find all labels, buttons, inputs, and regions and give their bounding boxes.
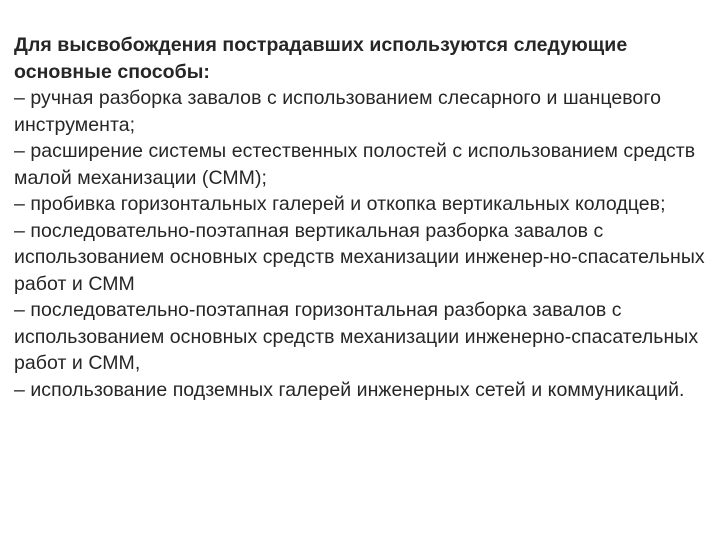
list-item-cavity-expansion: – расширение системы естественных полостей с использованием средств малой механизации (СММ); bbox=[14, 140, 696, 189]
text-block bbox=[14, 32, 714, 403]
list-item-manual-clearing: – ручная разборка завалов с использованием слесарного и шанцевого инструмента; bbox=[14, 87, 661, 136]
list-item-horizontal-clearing: – последовательно-поэтапная горизонтальная разборка завалов с использованием основных средств механизации инженерно-спасательных работ и СММ, bbox=[14, 299, 699, 374]
list-item-gallery-drilling: – пробивка горизонтальных галерей и откопка вертикальных колодцев; bbox=[14, 193, 666, 215]
list-item-vertical-clearing: – последовательно-поэтапная вертикальная разборка завалов с использованием основных средств механизации инженер-но-спасательных работ и СММ bbox=[14, 219, 705, 295]
heading: Для высвобождения пострадавших используются следующие основные способы: bbox=[14, 34, 628, 83]
list-item-underground-galleries: – использование подземных галерей инженерных сетей и коммуникаций. bbox=[14, 378, 685, 401]
